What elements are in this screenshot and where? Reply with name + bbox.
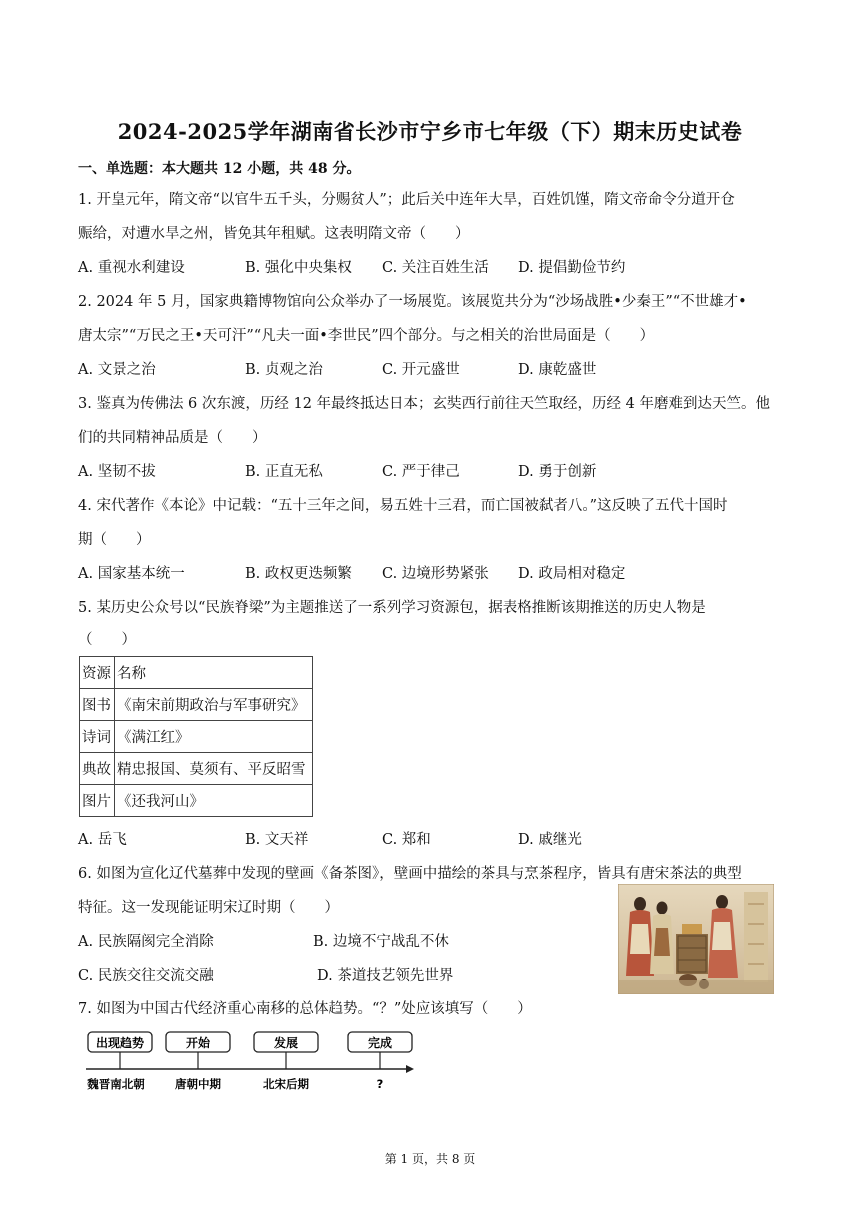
q5-stem-line1: 5. 某历史公众号以“民族脊梁”为主题推送了一系列学习资源包，据表格推断该期推送的历史人物是 [78,600,706,616]
tea-mural-image [618,884,774,994]
q6-stem-line1: 6. 如图为宣化辽代墓葬中发现的壁画《备茶图》，壁画中描绘的茶具与烹茶程序，皆具有唐宋茶法的典型 [78,866,742,882]
q5-option-d[interactable]: D. 戚继光 [518,832,582,848]
q6-option-a[interactable]: A. 民族隔阂完全消除 [78,934,214,950]
q2-option-c[interactable]: C. 开元盛世 [382,362,460,378]
q4-stem-line2: 期（ ） [78,532,151,548]
q3-stem-line1: 3. 鉴真为传佛法 6 次东渡，历经 12 年最终抵达日本；玄奘西行前往天竺取经，历经 4 年磨难到达天竺。他 [78,396,770,412]
table-cell: 《还我河山》 [115,785,313,817]
q1-option-a[interactable]: A. 重视水利建设 [78,260,185,276]
period-label: 北宋后期 [263,1077,309,1091]
q3-option-d[interactable]: D. 勇于创新 [518,464,597,480]
table-cell: 资源 [80,657,115,689]
q7-stem-line1: 7. 如图为中国古代经济重心南移的总体趋势。“？”处应该填写（ ） [78,1001,532,1017]
stage-label: 发展 [273,1036,299,1050]
table-cell: 图片 [80,785,115,817]
q4-option-d[interactable]: D. 政局相对稳定 [518,566,626,582]
stage-box-1 [88,1032,152,1052]
q6-option-b[interactable]: B. 边境不宁战乱不休 [313,934,449,950]
table-cell: 《满江红》 [115,721,313,753]
q5-option-a[interactable]: A. 岳飞 [78,832,127,848]
table-cell: 典故 [80,753,115,785]
q2-stem-line2: 唐太宗”“万民之王•天可汗”“凡夫一面•李世民”四个部分。与之相关的治世局面是（ ） [78,328,655,344]
page-footer: 第 1 页，共 8 页 [384,1152,476,1166]
q5-resource-table [79,656,313,817]
stage-box-4 [348,1032,412,1052]
q1-option-d[interactable]: D. 提倡勤俭节约 [518,260,626,276]
stage-box-3 [254,1032,318,1052]
table-cell: 《南宋前期政治与军事研究》 [115,689,313,721]
q2-option-b[interactable]: B. 贞观之治 [245,362,323,378]
section-heading: 一、单选题：本大题共 12 小题，共 48 分。 [78,161,361,177]
period-label: 唐朝中期 [175,1077,221,1091]
q2-stem-line1: 2. 2024 年 5 月，国家典籍博物馆向公众举办了一场展览。该展览共分为“沙场战胜•少秦王”“不世雄才• [78,294,747,310]
q6-stem-line2: 特征。这一发现能证明宋辽时期（ ） [78,900,339,916]
q4-option-b[interactable]: B. 政权更迭频繁 [245,566,352,582]
q5-option-b[interactable]: B. 文天祥 [245,832,309,848]
q6-option-d[interactable]: D. 茶道技艺领先世界 [317,968,454,984]
q5-stem-line2: （ ） [78,632,136,648]
timeline-arrowhead [406,1065,414,1073]
q6-option-c[interactable]: C. 民族交往交流交融 [78,968,214,984]
table-cell: 名称 [115,657,313,689]
q3-option-b[interactable]: B. 正直无私 [245,464,323,480]
q3-option-c[interactable]: C. 严于律己 [382,464,460,480]
q2-option-a[interactable]: A. 文景之治 [78,362,156,378]
table-row [80,721,313,753]
table-row [80,753,313,785]
stage-label: 完成 [367,1036,393,1050]
stage-label: 开始 [185,1036,211,1050]
period-label: ? [376,1077,384,1091]
stage-label: 出现趋势 [95,1036,145,1050]
page-title: 2024-2025学年湖南省长沙市宁乡市七年级（下）期末历史试卷 [117,119,743,144]
q4-option-c[interactable]: C. 边境形势紧张 [382,566,489,582]
economic-shift-diagram [78,1024,418,1094]
q3-option-a[interactable]: A. 坚韧不拔 [78,464,156,480]
table-cell: 精忠报国、莫须有、平反昭雪 [115,753,313,785]
q1-stem-line2: 赈给，对遭水旱之州，皆免其年租赋。这表明隋文帝（ ） [78,226,470,242]
period-label: 魏晋南北朝 [87,1077,145,1091]
q1-option-b[interactable]: B. 强化中央集权 [245,260,352,276]
table-row [80,785,313,817]
table-row [80,657,313,689]
table-cell: 诗词 [80,721,115,753]
stage-box-2 [166,1032,230,1052]
table-cell: 图书 [80,689,115,721]
q4-stem-line1: 4. 宋代著作《本论》中记载：“五十三年之间，易五姓十三君，而亡国被弑者八。”这反映了五代十国时 [78,498,728,514]
q4-option-a[interactable]: A. 国家基本统一 [78,566,185,582]
q3-stem-line2: 们的共同精神品质是（ ） [78,430,267,446]
q1-stem-line1: 1. 开皇元年，隋文帝“以官牛五千头，分赐贫人”；此后关中连年大旱，百姓饥馑，隋文帝命令分道开仓 [78,192,735,208]
q1-option-c[interactable]: C. 关注百姓生活 [382,260,489,276]
q5-option-c[interactable]: C. 郑和 [382,832,431,848]
table-row [80,689,313,721]
q2-option-d[interactable]: D. 康乾盛世 [518,362,597,378]
